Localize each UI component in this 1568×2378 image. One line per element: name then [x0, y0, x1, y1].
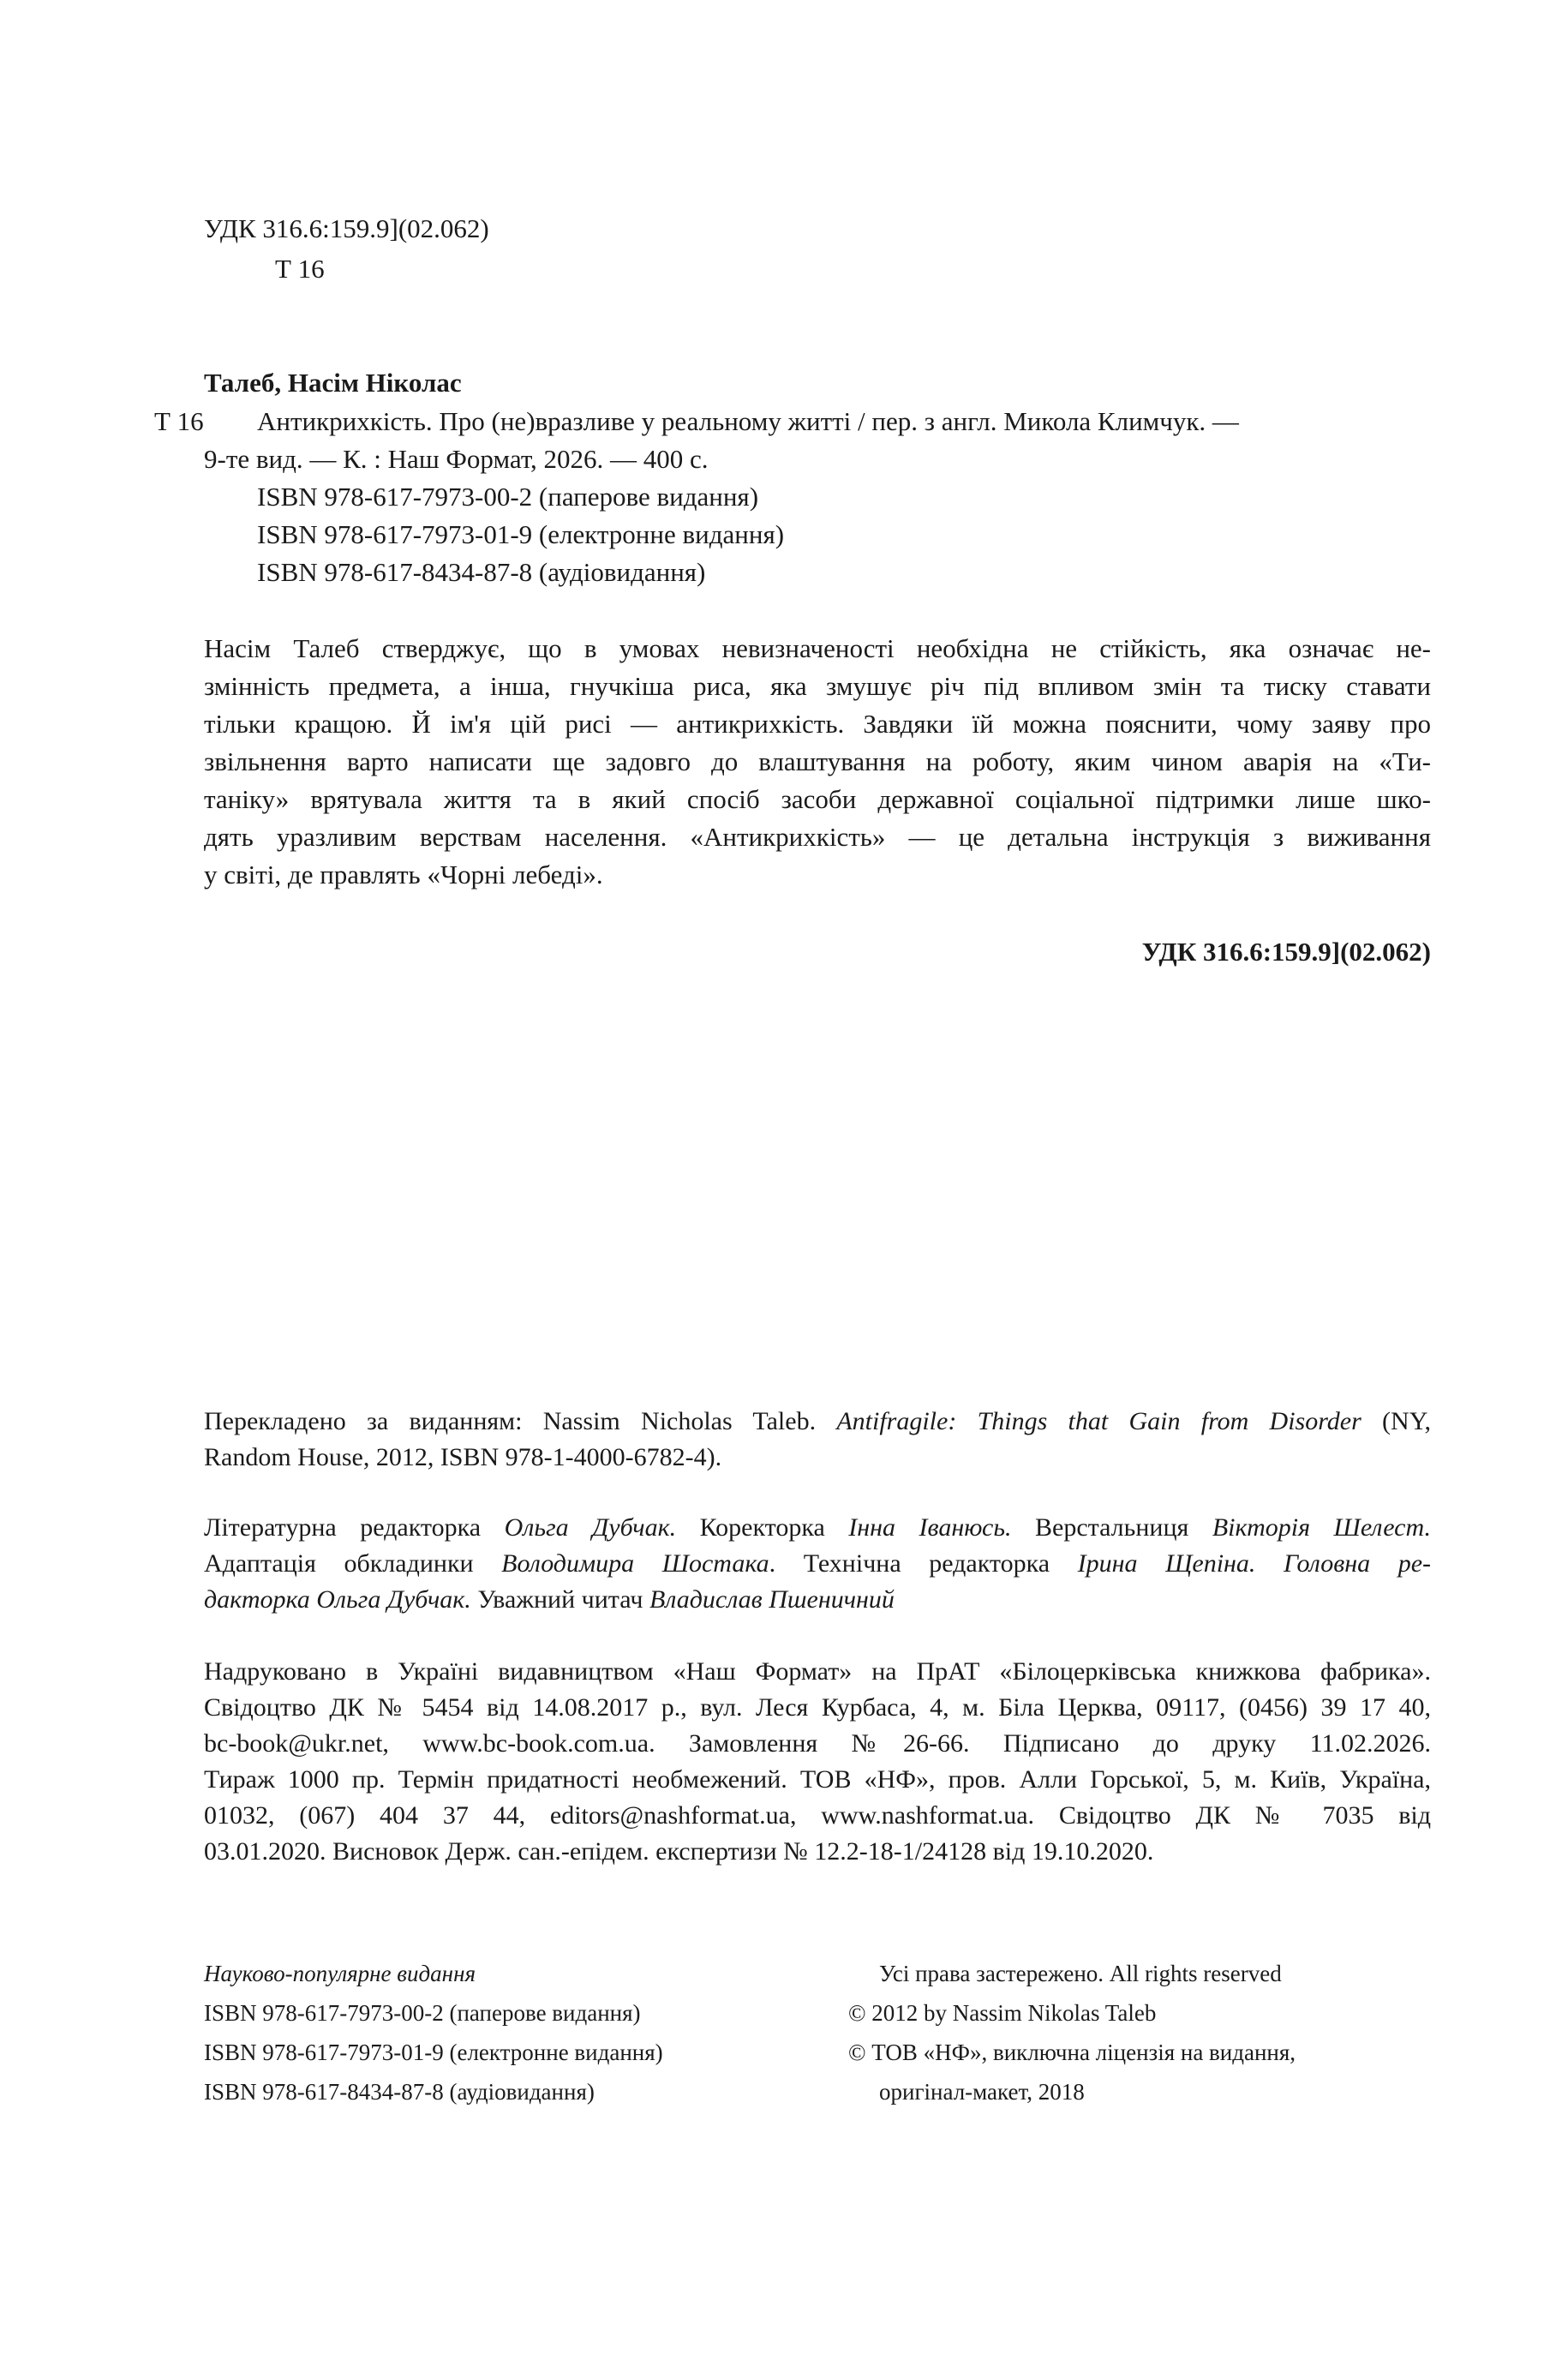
annotation-line: у світі, де правлять «Чорні лебеді». — [204, 860, 603, 890]
annotation-line: змінність предмета, а інша, гнучкіша риса, яка змушує річ під впливом змін та тиску ставати — [204, 671, 1431, 701]
credits-line: Літературна редакторка Ольга Дубчак. Коректорка Інна Іванюсь. Верстальниця Вікторія Шелест. — [204, 1513, 1432, 1542]
translation-line: Перекладено за виданням: Nassim Nicholas Taleb. Antifragile: Things that Gain from Disorder (NY, — [204, 1407, 1431, 1435]
catalog-isbn-electronic: ISBN 978-617-7973-01-9 (електронне видання) — [257, 519, 785, 549]
printing-line: bc-book@ukr.net, www.bc-book.com.ua. Замовлення №26-66. Підписано до друку 11.02.2026. — [204, 1729, 1431, 1758]
author-sign: Т 16 — [275, 254, 325, 284]
translation-line: Random House, 2012, ISBN 978-1-4000-6782-4). — [204, 1443, 722, 1471]
annotation-line: Насім Талеб стверджує, що в умовах невизначеності необхідна не стійкість, яка означає не- — [204, 633, 1431, 663]
copyright-publisher: © ТОВ «НФ», виключна ліцензія на видання, — [848, 2040, 1296, 2065]
translation-info — [204, 1404, 1431, 1476]
printing-line: Тираж 1000 пр. Термін придатності необмежений. ТОВ «НФ», пров. Алли Горської, 5, м. Київ, Україна, — [204, 1765, 1431, 1794]
catalog-edition-line: 9-те вид. — К. : Наш Формат, 2026. — 400 с. — [204, 444, 709, 474]
udk-bottom: УДК 316.6:159.9](02.062) — [1141, 937, 1431, 967]
footer-isbn-electronic: ISBN 978-617-7973-01-9 (електронне видання) — [204, 2040, 663, 2065]
credits-line: дакторка Ольга Дубчак. Уважний читач Владислав Пшеничний — [204, 1585, 895, 1614]
udk-code: УДК 316.6:159.9](02.062) — [204, 213, 489, 243]
copyright-layout: оригінал-макет, 2018 — [879, 2079, 1085, 2105]
annotation-line: дять уразливим верствам населення. «Антикрихкість» — це детальна інструкція з виживання — [204, 822, 1431, 852]
credits-line: Адаптація обкладинки Володимира Шостака. Технічна редакторка Ірина Щепіна. Головна ре- — [204, 1549, 1431, 1578]
rights-reserved: Усі права застережено. All rights reserved — [879, 1961, 1282, 1986]
annotation-line: звільнення варто написати ще задовго до влаштування на роботу, яким чином аварія на «Ти- — [204, 746, 1431, 776]
printing-line: Свідоцтво ДК № 5454 від 14.08.2017 р., вул. Леся Курбаса, 4, м. Біла Церква, 09117, (0456) 39 17 40, — [204, 1693, 1431, 1722]
footer-isbn-audio: ISBN 978-617-8434-87-8 (аудіовидання) — [204, 2079, 595, 2105]
author-heading: Талеб, Насім Ніколас — [204, 368, 462, 398]
catalog-isbn-audio: ISBN 978-617-8434-87-8 (аудіовидання) — [257, 557, 706, 587]
annotation-line: тільки кращою. Й ім'я цій рисі — антикрихкість. Завдяки їй можна пояснити, чому заяву про — [204, 709, 1431, 739]
footer-isbn-paper: ISBN 978-617-7973-00-2 (паперове видання) — [204, 2000, 641, 2026]
printing-line: Надруковано в Україні видавництвом «Наш Формат» на ПрАТ «Білоцерківська книжкова фабрика». — [204, 1657, 1431, 1686]
credits — [204, 1510, 1431, 1618]
footer-left — [204, 1954, 663, 2111]
printing-line: 03.01.2020. Висновок Держ. сан.-епідем. експертизи № 12.2-18-1/24128 від 19.10.2020. — [204, 1837, 1154, 1866]
annotation-line: таніку» врятувала життя та в який спосіб засоби державної соціальної підтримки лише шко- — [204, 784, 1431, 814]
catalog-isbn-paper: ISBN 978-617-7973-00-2 (паперове видання) — [257, 482, 759, 512]
annotation-paragraph — [204, 630, 1431, 894]
footer-right — [848, 1954, 1296, 2111]
genre-label: Науково-популярне видання — [204, 1961, 476, 1986]
printing-info — [204, 1654, 1431, 1870]
catalog-author-sign: Т 16 — [154, 406, 204, 436]
copyright-author: © 2012 by Nassim Nikolas Taleb — [848, 2000, 1157, 2026]
original-title: Antifragile: Things that Gain from Disorder — [836, 1407, 1362, 1435]
catalog-title-line: Антикрихкість. Про (не)вразливе у реальному житті / пер. з англ. Микола Климчук. — — [257, 406, 1239, 436]
printing-line: 01032, (067) 404 37 44, editors@nashformat.ua, www.nashformat.ua. Свідоцтво ДК № 7035 від — [204, 1801, 1431, 1830]
